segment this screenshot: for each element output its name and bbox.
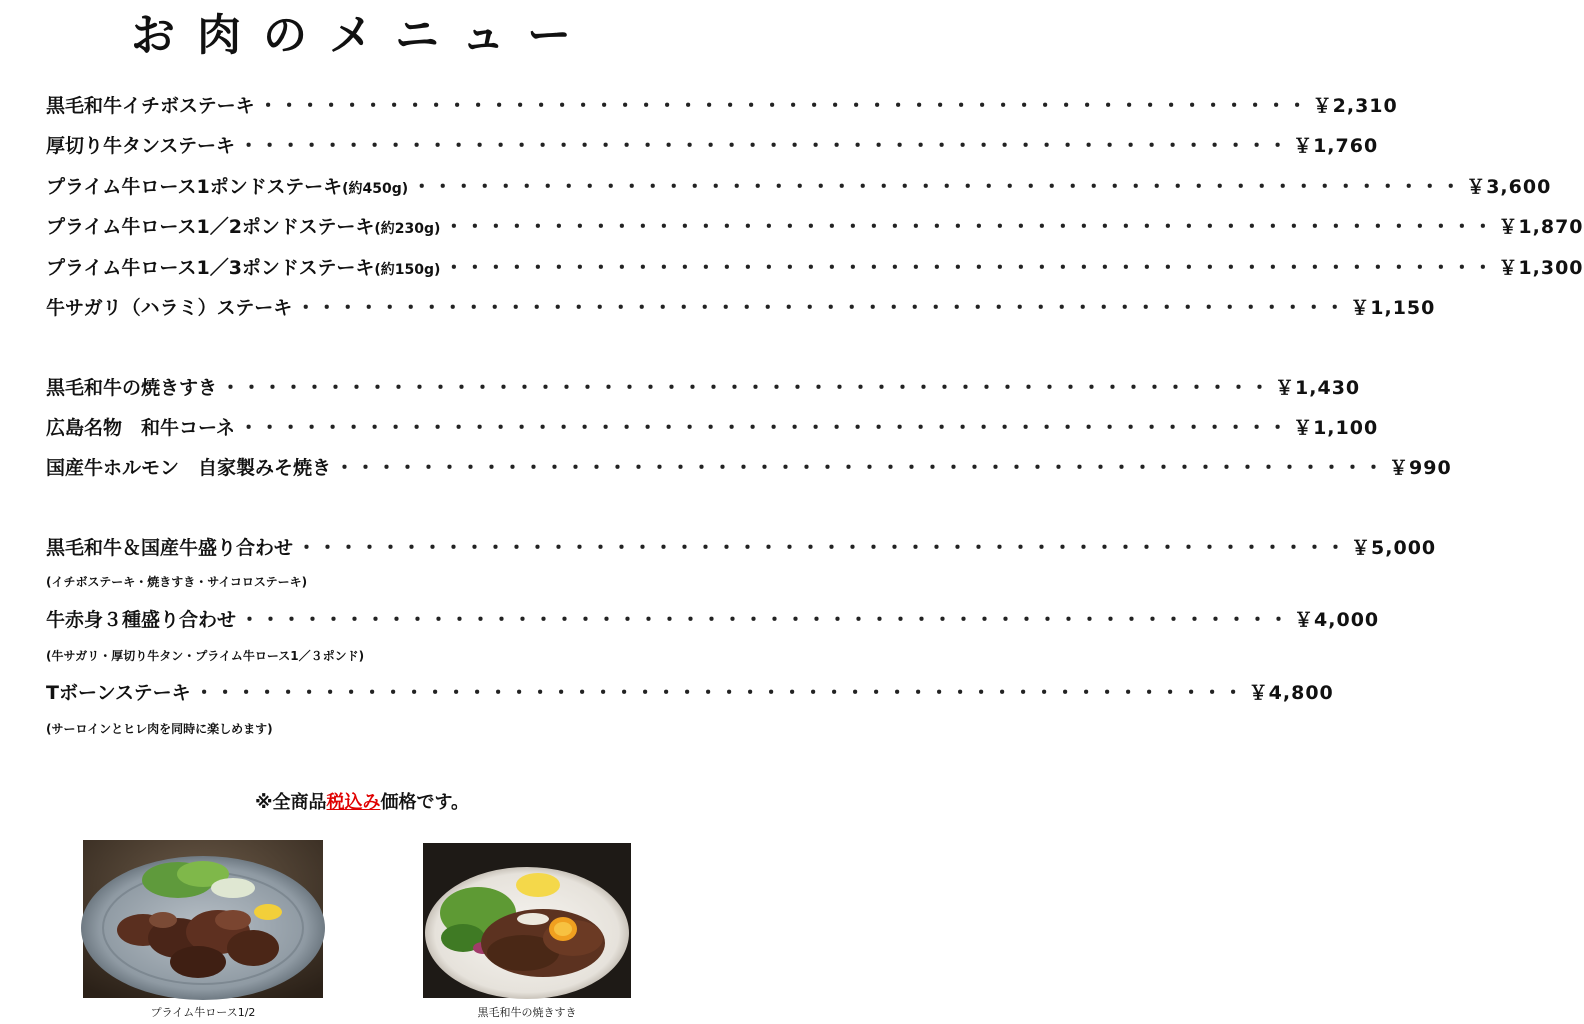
item-name: プライム牛ロース1／3ポンドステーキ(約150g) <box>46 256 441 279</box>
tax-notice: ※全商品税込み価格です。 <box>254 792 470 813</box>
item-price: ￥4,800 <box>1248 681 1334 704</box>
item-price: ￥990 <box>1389 456 1452 479</box>
item-price: ￥1,300 <box>1498 256 1584 279</box>
item-name: 広島名物 和牛コーネ <box>46 416 236 439</box>
menu-item <box>46 412 1379 440</box>
dot-leader: ・・・・・・・・・・・・・・・・・・・・・・・・・・・・・・・・・・・・・・・・・・・・・・・・・・ <box>444 215 1495 238</box>
item-name: プライム牛ロース1ポンドステーキ(約450g) <box>46 175 409 198</box>
menu-item <box>46 604 1380 632</box>
menu-item <box>46 677 1334 705</box>
menu-item <box>46 532 1437 560</box>
item-name: 黒毛和牛＆国産牛盛り合わせ <box>46 536 294 559</box>
menu-item <box>46 452 1452 480</box>
menu-item <box>46 252 1584 280</box>
dot-leader: ・・・・・・・・・・・・・・・・・・・・・・・・・・・・・・・・・・・・・・・・・・・・・・・・・・ <box>239 134 1290 157</box>
item-weight-note: (約450g) <box>342 180 409 197</box>
dot-leader: ・・・・・・・・・・・・・・・・・・・・・・・・・・・・・・・・・・・・・・・・・・・・・・・・・・ <box>412 175 1463 198</box>
dot-leader: ・・・・・・・・・・・・・・・・・・・・・・・・・・・・・・・・・・・・・・・・・・・・・・・・・・ <box>335 456 1386 479</box>
steak-photo-illustration <box>83 840 323 998</box>
menu-title: お肉のメニュー <box>131 10 593 61</box>
menu-item <box>46 372 1361 400</box>
item-name: 牛赤身３種盛り合わせ <box>46 608 237 631</box>
item-price: ￥1,430 <box>1275 376 1361 399</box>
item-weight-note: (約150g) <box>374 261 441 278</box>
steak-photo <box>83 840 323 998</box>
menu-item <box>46 171 1552 199</box>
menu-item <box>46 90 1398 118</box>
item-price: ￥2,310 <box>1312 94 1398 117</box>
item-name: 国産牛ホルモン 自家製みそ焼き <box>46 456 332 479</box>
dot-leader: ・・・・・・・・・・・・・・・・・・・・・・・・・・・・・・・・・・・・・・・・・・・・・・・・・・ <box>444 256 1495 279</box>
photo-caption: 黒毛和牛の焼きすき <box>477 1006 577 1019</box>
item-name: プライム牛ロース1／2ポンドステーキ(約230g) <box>46 215 441 238</box>
photo-caption: プライム牛ロース1/2 <box>150 1006 256 1019</box>
dot-leader: ・・・・・・・・・・・・・・・・・・・・・・・・・・・・・・・・・・・・・・・・・・・・・・・・・・ <box>296 296 1347 319</box>
menu-item <box>46 292 1436 320</box>
item-name: 黒毛和牛の焼きすき <box>46 376 218 399</box>
menu-item <box>46 130 1379 158</box>
item-price: ￥1,100 <box>1293 416 1379 439</box>
item-price: ￥1,870 <box>1498 215 1584 238</box>
item-name: 厚切り牛タンステーキ <box>46 134 236 157</box>
item-description: (牛サガリ・厚切り牛タン・プライム牛ロース1／３ポンド) <box>46 649 365 663</box>
dot-leader: ・・・・・・・・・・・・・・・・・・・・・・・・・・・・・・・・・・・・・・・・・・・・・・・・・・ <box>240 608 1291 631</box>
yakisuki-photo-illustration <box>423 843 631 998</box>
item-description: (イチボステーキ・焼きすき・サイコロステーキ) <box>46 575 308 589</box>
dot-leader: ・・・・・・・・・・・・・・・・・・・・・・・・・・・・・・・・・・・・・・・・・・・・・・・・・・ <box>239 416 1290 439</box>
item-description: (サーロインとヒレ肉を同時に楽しめます) <box>46 722 273 736</box>
item-weight-note: (約230g) <box>374 220 441 237</box>
yakisuki-photo <box>423 843 631 998</box>
item-name: 牛サガリ（ハラミ）ステーキ <box>46 296 293 319</box>
tax-highlight: 税込み <box>326 792 381 813</box>
item-name: 黒毛和牛イチボステーキ <box>46 94 255 117</box>
dot-leader: ・・・・・・・・・・・・・・・・・・・・・・・・・・・・・・・・・・・・・・・・・・・・・・・・・・ <box>221 376 1272 399</box>
item-price: ￥4,000 <box>1294 608 1380 631</box>
item-name: Tボーンステーキ <box>46 681 191 704</box>
dot-leader: ・・・・・・・・・・・・・・・・・・・・・・・・・・・・・・・・・・・・・・・・・・・・・・・・・・ <box>258 94 1309 117</box>
dot-leader: ・・・・・・・・・・・・・・・・・・・・・・・・・・・・・・・・・・・・・・・・・・・・・・・・・・ <box>297 536 1348 559</box>
menu-item <box>46 211 1584 239</box>
dot-leader: ・・・・・・・・・・・・・・・・・・・・・・・・・・・・・・・・・・・・・・・・・・・・・・・・・・ <box>194 681 1245 704</box>
item-price: ￥1,150 <box>1350 296 1436 319</box>
item-price: ￥5,000 <box>1351 536 1437 559</box>
item-price: ￥3,600 <box>1466 175 1552 198</box>
item-price: ￥1,760 <box>1293 134 1379 157</box>
